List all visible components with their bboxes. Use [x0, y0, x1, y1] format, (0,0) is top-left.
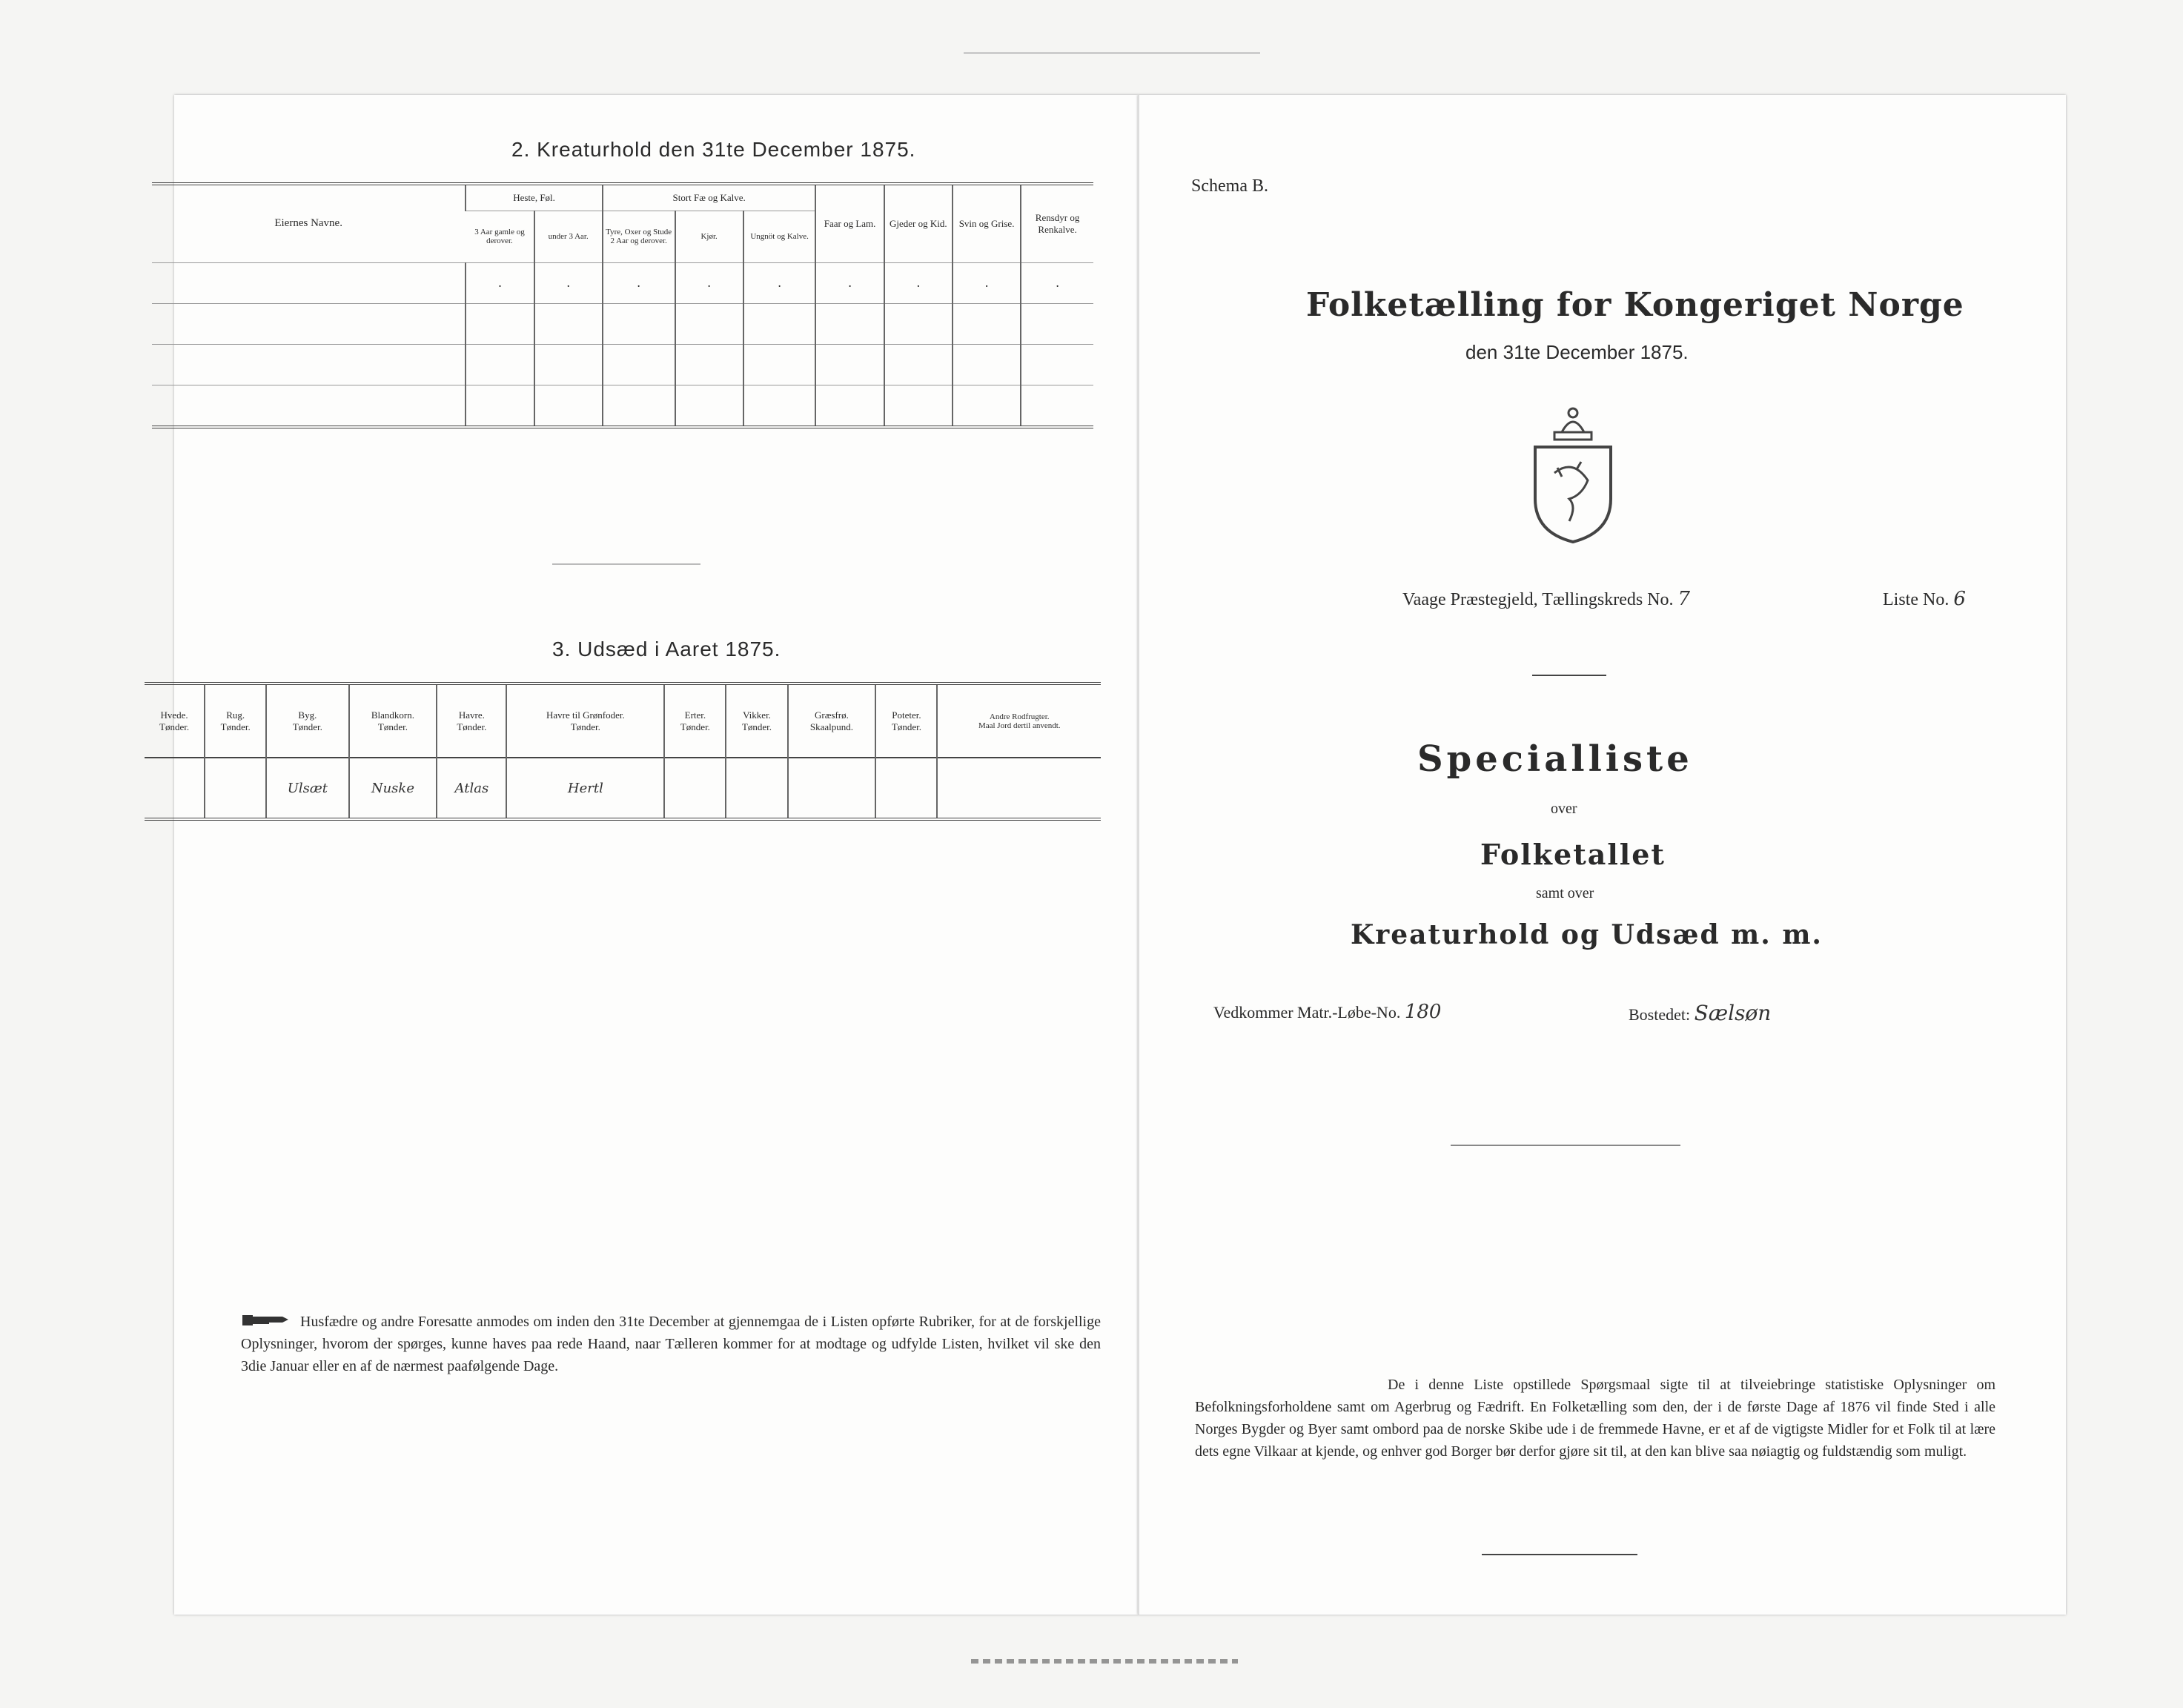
- samt-over-text: samt over: [1536, 885, 1594, 901]
- seed-header-row: [145, 683, 1101, 758]
- header-pigs: Svin og Grise.: [953, 184, 1021, 262]
- divider: [1482, 1554, 1637, 1555]
- seed-data-row: [145, 758, 1101, 819]
- coat-of-arms-icon: [1525, 403, 1621, 543]
- header-cows: Kjør.: [675, 211, 743, 262]
- livestock-table: [152, 182, 1093, 428]
- handwritten-entry: Nuske: [349, 758, 437, 819]
- header-other-roots: Andre Rodfrugter. Maal Jord dertil anvendt.: [937, 683, 1101, 758]
- document-title: Folketælling for Kongeriget Norge: [1306, 286, 1964, 324]
- header-horses: Heste, Føl.: [466, 184, 603, 211]
- table-row: [152, 385, 1093, 427]
- cell-dot: .: [953, 262, 1021, 303]
- section2-title: 2. Kreaturhold den 31te December 1875.: [511, 138, 916, 161]
- cell-dot: .: [884, 262, 953, 303]
- header-bulls-oxen: Tyre, Oxer og Stude 2 Aar og derover.: [603, 211, 675, 262]
- scan-edge-bottom: [971, 1659, 1238, 1664]
- schema-label: Schema B.: [1191, 176, 1268, 196]
- specialliste-heading: Specialliste: [1417, 738, 1693, 780]
- divider: [1451, 1145, 1680, 1146]
- parish-line: Vaage Præstegjeld, Tællingskreds No. 7: [1402, 588, 1691, 610]
- header-mixed-grain: Blandkorn. Tønder.: [349, 683, 437, 758]
- cell-dot: .: [743, 262, 816, 303]
- header-owner-names: Eiernes Navne.: [274, 217, 342, 230]
- header-reindeer: Rensdyr og Renkalve.: [1021, 184, 1093, 262]
- liste-line: Liste No. 6: [1883, 588, 1966, 610]
- document-date: den 31te December 1875.: [1465, 341, 1689, 363]
- seed-table: [145, 682, 1101, 821]
- cell-dot: .: [815, 262, 884, 303]
- over-text: over: [1551, 801, 1577, 817]
- table-row: [152, 344, 1093, 385]
- header-young-cattle: Ungnöt og Kalve.: [743, 211, 816, 262]
- table-row: [152, 262, 1093, 303]
- cell-dot: .: [1021, 262, 1093, 303]
- divider: [552, 563, 700, 565]
- header-cattle: Stort Fæ og Kalve.: [603, 184, 816, 211]
- header-peas: Erter. Tønder.: [664, 683, 726, 758]
- header-sheep: Faar og Lam.: [815, 184, 884, 262]
- header-potatoes: Poteter. Tønder.: [875, 683, 937, 758]
- notice-text: Husfædre og andre Foresatte anmodes om inden den 31te December at gjennemgaa de i Listen opførte Rubriker, for at de forskjellige Oplysninger, hvorom der spørges, kunne haves paa rede Haand, naar Tælleren kommer for at modtage og udfylde Listen, hvilket vil ske den 3die Januar eller en af de nærmest paafølgende Dage.: [241, 1314, 1101, 1374]
- header-horses-3yr: 3 Aar gamle og derover.: [474, 228, 525, 245]
- folketallet-heading: Folketallet: [1480, 838, 1666, 871]
- header-rye: Rug. Tønder.: [205, 683, 266, 758]
- header-oats: Havre. Tønder.: [437, 683, 506, 758]
- header-grass-seed: Græsfrø. Skaalpund.: [788, 683, 876, 758]
- footnote-text: De i denne Liste opstillede Spørgsmaal sigte til at tilveiebringe statistiske Oplysninger om Befolkningsforholdene samt om Agerbrug og Fædrift. En Folketælling som den, der i de første Dage af 1876 vil finde Sted i alle Norges Bygder og Byer samt ombord paa de norske Skibe ude i de fremmede Havne, er et af de vigtigste Midler for et Folk til at lære dets egne Vilkaar at kjende, og enhver god Borger bør derfor gjøre sit til, at den kan blive saa nøiagtig og fuldstændig som muligt.: [1195, 1377, 1995, 1460]
- handwritten-entry: Atlas: [437, 758, 506, 819]
- scan-edge-top: [964, 52, 1260, 54]
- divider: [1532, 675, 1606, 676]
- header-barley: Byg. Tønder.: [266, 683, 348, 758]
- right-page: [1138, 95, 2066, 1615]
- header-horses-under3: under 3 Aar.: [534, 211, 603, 262]
- kreaturhold-heading: Kreaturhold og Udsæd m. m.: [1351, 919, 1823, 950]
- cell-dot: .: [675, 262, 743, 303]
- header-vetch: Vikker. Tønder.: [726, 683, 787, 758]
- kreds-number: 7: [1677, 588, 1691, 610]
- left-page: [159, 95, 1138, 1615]
- matr-line: Vedkommer Matr.-Løbe-No. 180: [1213, 1001, 1442, 1023]
- bosted-line: Bostedet: Sælsøn: [1629, 1001, 1772, 1025]
- liste-number: 6: [1953, 588, 1966, 610]
- section3-title: 3. Udsæd i Aaret 1875.: [552, 638, 781, 661]
- header-wheat: Hvede. Tønder.: [159, 709, 190, 732]
- matr-number: 180: [1404, 1001, 1442, 1023]
- handwritten-entry: Ulsæt: [266, 758, 348, 819]
- handwritten-entry: Hertl: [506, 758, 664, 819]
- header-goats: Gjeder og Kid.: [884, 184, 953, 262]
- cell-dot: .: [466, 262, 534, 303]
- cell-dot: .: [534, 262, 603, 303]
- table-row: [152, 303, 1093, 344]
- header-green-oats: Havre til Grønfoder. Tønder.: [506, 683, 664, 758]
- bosted-value: Sælsøn: [1694, 1001, 1772, 1025]
- cell-dot: .: [603, 262, 675, 303]
